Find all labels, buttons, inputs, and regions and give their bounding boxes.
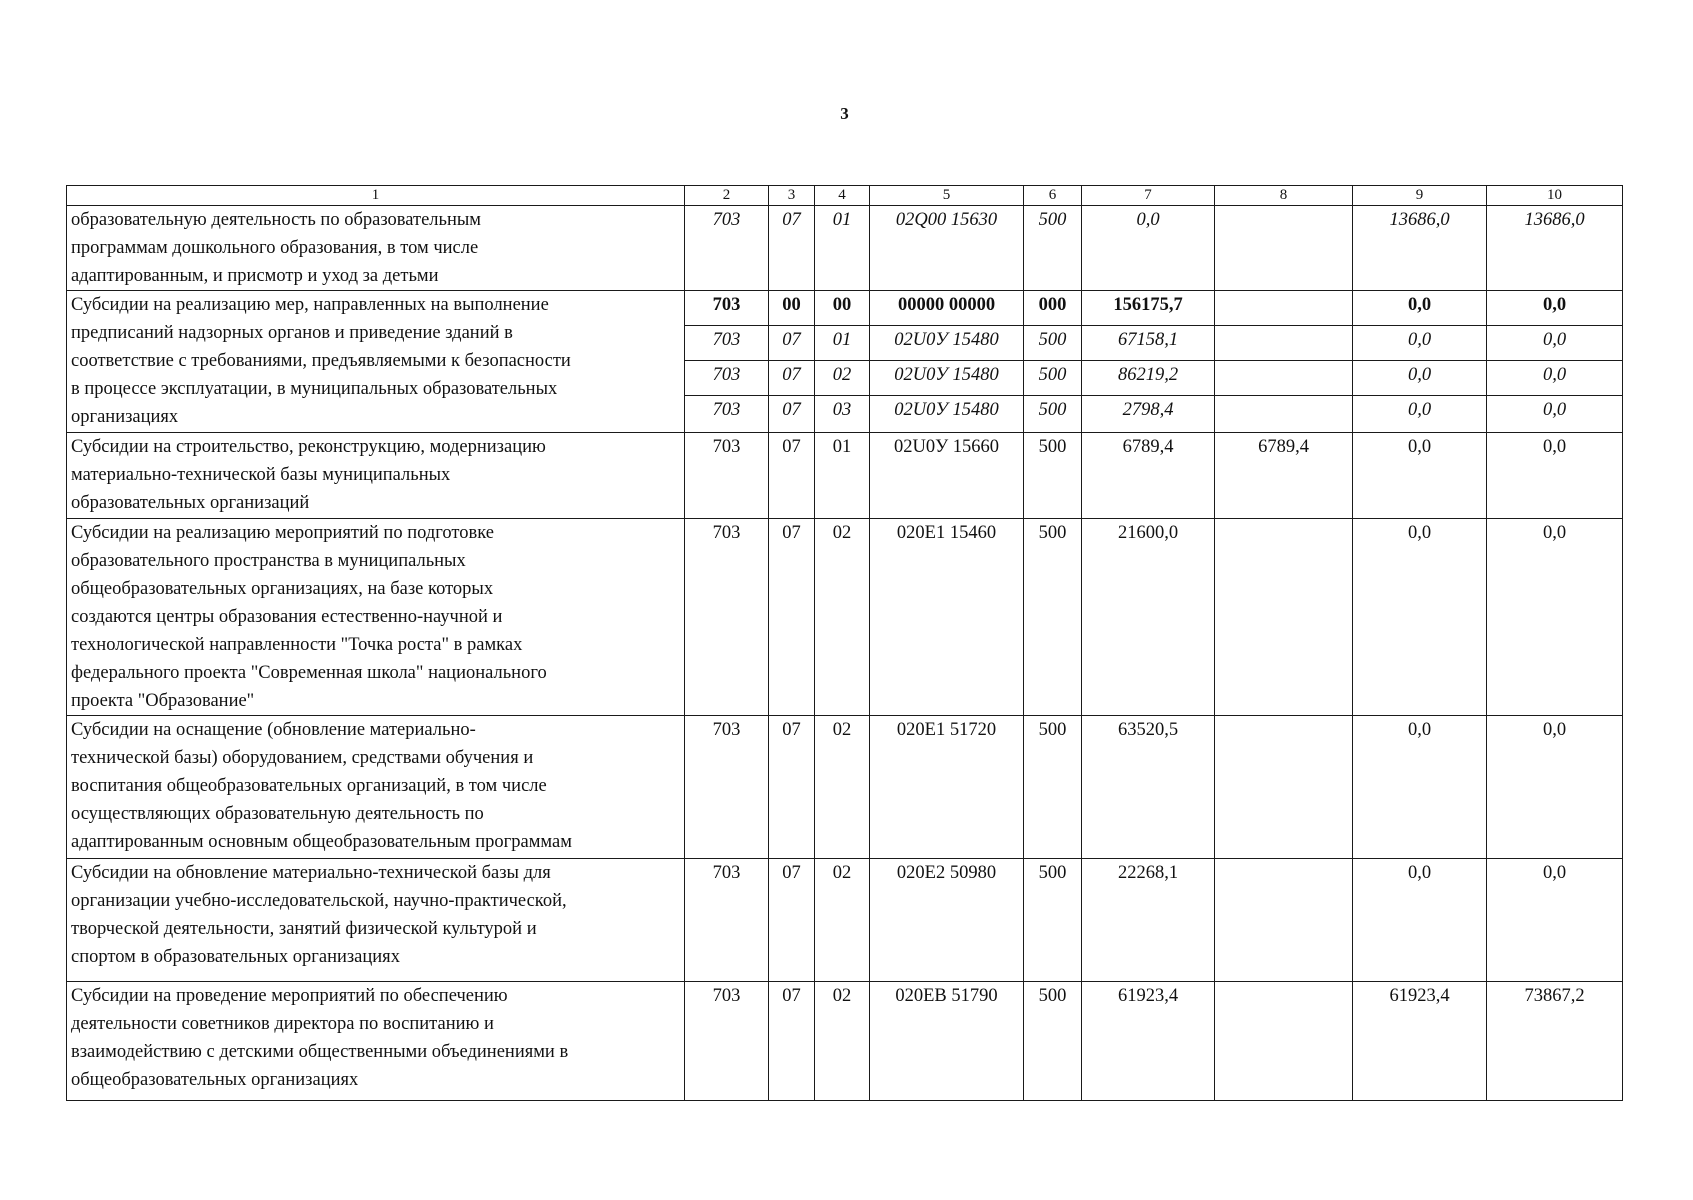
- cell-col3: 07: [769, 433, 815, 519]
- cell-col5: 020E1 15460: [870, 519, 1024, 716]
- description-line: соответствие с требованиями, предъявляемыми к безопасности: [71, 351, 571, 371]
- description-line: образовательного пространства в муниципальных: [71, 551, 466, 571]
- cell-col6: 500: [1024, 716, 1082, 859]
- cell-col3: 07: [769, 206, 815, 291]
- description-line: общеобразовательных организациях: [71, 1070, 359, 1090]
- cell-col4: 02: [815, 519, 870, 716]
- description-line: адаптированным, и присмотр и уход за детьми: [71, 266, 439, 286]
- cell-col4: 01: [815, 326, 870, 361]
- description-line: воспитания общеобразовательных организаций, в том числе: [71, 776, 547, 796]
- cell-col8: [1215, 361, 1353, 396]
- cell-col10: 0,0: [1487, 291, 1623, 326]
- cell-col8: [1215, 716, 1353, 859]
- cell-col10: 0,0: [1487, 326, 1623, 361]
- column-header: 6: [1024, 186, 1082, 206]
- table-row: [67, 859, 1623, 982]
- cell-col4: 02: [815, 859, 870, 982]
- cell-col3: 07: [769, 396, 815, 433]
- description-line: организации учебно-исследовательской, научно-практической,: [71, 891, 567, 911]
- cell-col7: 86219,2: [1082, 361, 1215, 396]
- cell-col9: 0,0: [1353, 433, 1487, 519]
- cell-col7: 21600,0: [1082, 519, 1215, 716]
- cell-col10: 0,0: [1487, 433, 1623, 519]
- cell-col2: 703: [685, 982, 769, 1101]
- cell-col5: 02U0У 15480: [870, 396, 1024, 433]
- column-header: 9: [1353, 186, 1487, 206]
- cell-col2: 703: [685, 433, 769, 519]
- description-line: Субсидии на реализацию мер, направленных на выполнение: [71, 295, 549, 315]
- cell-col6: 500: [1024, 361, 1082, 396]
- cell-col4: 02: [815, 361, 870, 396]
- cell-col7: 6789,4: [1082, 433, 1215, 519]
- cell-col6: 500: [1024, 396, 1082, 433]
- description-line: адаптированным основным общеобразовательным программам: [71, 832, 572, 852]
- cell-col4: 00: [815, 291, 870, 326]
- cell-col10: 13686,0: [1487, 206, 1623, 291]
- column-header: 7: [1082, 186, 1215, 206]
- column-header: 3: [769, 186, 815, 206]
- cell-col8: [1215, 982, 1353, 1101]
- cell-col6: 500: [1024, 982, 1082, 1101]
- column-header: 5: [870, 186, 1024, 206]
- cell-col6: 500: [1024, 206, 1082, 291]
- cell-col8: [1215, 291, 1353, 326]
- cell-col10: 0,0: [1487, 716, 1623, 859]
- cell-col2: 703: [685, 326, 769, 361]
- table-row: [67, 982, 1623, 1101]
- table-row: [67, 291, 1623, 326]
- cell-col3: 07: [769, 982, 815, 1101]
- cell-col2: 703: [685, 206, 769, 291]
- row-description: [67, 859, 685, 982]
- cell-col9: 0,0: [1353, 716, 1487, 859]
- cell-col5: 02U0У 15660: [870, 433, 1024, 519]
- cell-col9: 0,0: [1353, 396, 1487, 433]
- row-description: [67, 716, 685, 859]
- cell-col7: 2798,4: [1082, 396, 1215, 433]
- cell-col6: 500: [1024, 326, 1082, 361]
- row-description: [67, 206, 685, 291]
- cell-col5: 020E1 51720: [870, 716, 1024, 859]
- description-line: проекта "Образование": [71, 691, 255, 711]
- cell-col4: 01: [815, 206, 870, 291]
- row-description: [67, 433, 685, 519]
- cell-col10: 0,0: [1487, 859, 1623, 982]
- description-line: предписаний надзорных органов и приведение зданий в: [71, 323, 513, 343]
- cell-col5: 020EB 51790: [870, 982, 1024, 1101]
- table-row: [67, 206, 1623, 291]
- cell-col7: 61923,4: [1082, 982, 1215, 1101]
- column-header: 8: [1215, 186, 1353, 206]
- table-row: [67, 519, 1623, 716]
- column-header: 10: [1487, 186, 1623, 206]
- description-line: спортом в образовательных организациях: [71, 947, 400, 967]
- table-row: [67, 433, 1623, 519]
- cell-col10: 73867,2: [1487, 982, 1623, 1101]
- cell-col7: 63520,5: [1082, 716, 1215, 859]
- cell-col2: 703: [685, 396, 769, 433]
- table-row: [67, 716, 1623, 859]
- cell-col10: 0,0: [1487, 361, 1623, 396]
- cell-col7: 0,0: [1082, 206, 1215, 291]
- description-line: в процессе эксплуатации, в муниципальных образовательных: [71, 379, 558, 399]
- cell-col3: 00: [769, 291, 815, 326]
- cell-col8: [1215, 206, 1353, 291]
- cell-col8: [1215, 326, 1353, 361]
- column-number-header-row: [67, 186, 1623, 206]
- page-number: 3: [840, 104, 849, 123]
- description-line: образовательную деятельность по образовательным: [71, 210, 481, 230]
- cell-col3: 07: [769, 361, 815, 396]
- cell-col9: 61923,4: [1353, 982, 1487, 1101]
- cell-col3: 07: [769, 519, 815, 716]
- description-line: деятельности советников директора по воспитанию и: [71, 1014, 494, 1034]
- cell-col9: 0,0: [1353, 326, 1487, 361]
- cell-col3: 07: [769, 326, 815, 361]
- cell-col9: 0,0: [1353, 361, 1487, 396]
- cell-col5: 020E2 50980: [870, 859, 1024, 982]
- description-line: материально-технической базы муниципальных: [71, 465, 451, 485]
- cell-col7: 156175,7: [1082, 291, 1215, 326]
- description-line: программам дошкольного образования, в том числе: [71, 238, 479, 258]
- cell-col8: 6789,4: [1215, 433, 1353, 519]
- description-line: Субсидии на реализацию мероприятий по подготовке: [71, 523, 494, 543]
- cell-col2: 703: [685, 519, 769, 716]
- cell-col4: 01: [815, 433, 870, 519]
- description-line: Субсидии на обновление материально-технической базы для: [71, 863, 551, 883]
- cell-col3: 07: [769, 859, 815, 982]
- cell-col4: 03: [815, 396, 870, 433]
- cell-col6: 500: [1024, 433, 1082, 519]
- description-line: Субсидии на оснащение (обновление материально-: [71, 720, 476, 740]
- cell-col5: 02U0У 15480: [870, 326, 1024, 361]
- description-line: федерального проекта "Современная школа" национального: [71, 663, 547, 683]
- description-line: Субсидии на строительство, реконструкцию, модернизацию: [71, 437, 546, 457]
- cell-col2: 703: [685, 716, 769, 859]
- description-line: Субсидии на проведение мероприятий по обеспечению: [71, 986, 508, 1006]
- cell-col2: 703: [685, 859, 769, 982]
- column-header: 4: [815, 186, 870, 206]
- cell-col9: 13686,0: [1353, 206, 1487, 291]
- cell-col10: 0,0: [1487, 519, 1623, 716]
- cell-col5: 00000 00000: [870, 291, 1024, 326]
- cell-col6: 500: [1024, 519, 1082, 716]
- cell-col2: 703: [685, 361, 769, 396]
- cell-col10: 0,0: [1487, 396, 1623, 433]
- cell-col8: [1215, 859, 1353, 982]
- cell-col5: 02Q00 15630: [870, 206, 1024, 291]
- row-description: [67, 982, 685, 1101]
- cell-col6: 000: [1024, 291, 1082, 326]
- cell-col7: 67158,1: [1082, 326, 1215, 361]
- description-line: технической базы) оборудованием, средствами обучения и: [71, 748, 534, 768]
- row-description: [67, 519, 685, 716]
- description-line: технологической направленности "Точка роста" в рамках: [71, 635, 523, 655]
- cell-col9: 0,0: [1353, 519, 1487, 716]
- cell-col9: 0,0: [1353, 291, 1487, 326]
- description-line: взаимодействию с детскими общественными объединениями в: [71, 1042, 569, 1062]
- cell-col8: [1215, 396, 1353, 433]
- description-line: творческой деятельности, занятий физической культурой и: [71, 919, 537, 939]
- description-line: создаются центры образования естественно-научной и: [71, 607, 503, 627]
- cell-col6: 500: [1024, 859, 1082, 982]
- budget-table: [66, 185, 1623, 1101]
- cell-col8: [1215, 519, 1353, 716]
- cell-col9: 0,0: [1353, 859, 1487, 982]
- description-line: образовательных организаций: [71, 493, 310, 513]
- cell-col7: 22268,1: [1082, 859, 1215, 982]
- row-description: [67, 291, 685, 433]
- cell-col3: 07: [769, 716, 815, 859]
- description-line: организациях: [71, 407, 179, 427]
- column-header: 1: [67, 186, 685, 206]
- description-line: общеобразовательных организациях, на базе которых: [71, 579, 494, 599]
- column-header: 2: [685, 186, 769, 206]
- description-line: осуществляющих образовательную деятельность по: [71, 804, 484, 824]
- cell-col5: 02U0У 15480: [870, 361, 1024, 396]
- cell-col4: 02: [815, 982, 870, 1101]
- cell-col4: 02: [815, 716, 870, 859]
- cell-col2: 703: [685, 291, 769, 326]
